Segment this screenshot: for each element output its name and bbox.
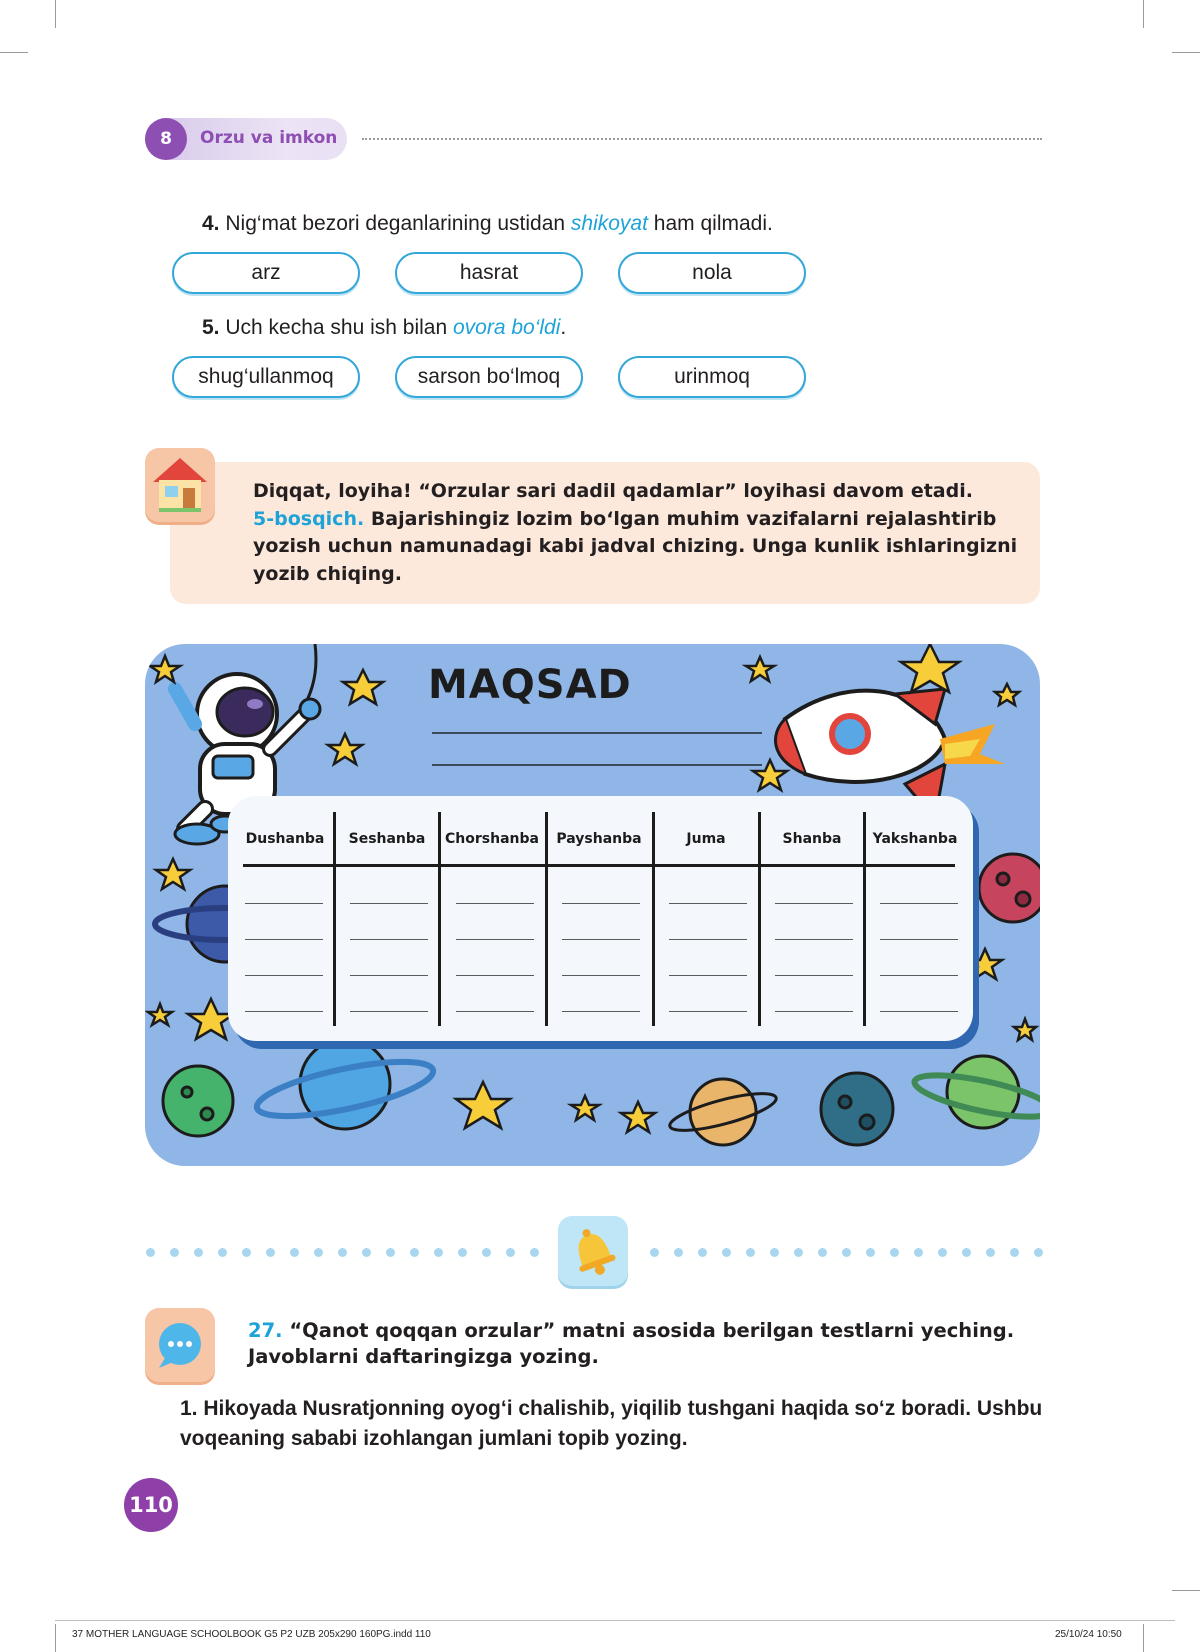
title-writing-line xyxy=(432,732,762,734)
chat-bubble-icon xyxy=(145,1308,215,1382)
page-number: 110 xyxy=(124,1478,178,1532)
divider-dot xyxy=(314,1248,323,1257)
writing-line xyxy=(880,975,958,976)
planner-title: MAQSAD xyxy=(428,662,632,708)
day-header: Payshanba xyxy=(556,831,642,847)
house-icon xyxy=(145,448,215,522)
divider-dot xyxy=(410,1248,419,1257)
divider-dot xyxy=(1034,1248,1043,1257)
sentence-text: . xyxy=(560,316,567,339)
writing-line xyxy=(562,1011,640,1012)
task-icon-tile xyxy=(145,1308,215,1382)
task-instructions xyxy=(248,1318,1048,1370)
exercise-sentence-4 xyxy=(202,212,773,236)
writing-line xyxy=(775,1011,853,1012)
project-icon-tile xyxy=(145,448,215,522)
bell-tile xyxy=(558,1216,628,1286)
writing-line xyxy=(880,1011,958,1012)
project-line-2: Bajarishingiz lozim bo‘lgan muhim vazifalarni rejalashtirib yozish uchun namunadagi kabi jadval chizing. Unga kunlik ishlaringizni yozib chiqing. xyxy=(253,507,1018,585)
divider-dot xyxy=(650,1248,659,1257)
divider-dot xyxy=(386,1248,395,1257)
divider-dot xyxy=(794,1248,803,1257)
divider-dot xyxy=(722,1248,731,1257)
day-header: Juma xyxy=(686,831,726,847)
synonym-option[interactable]: hasrat xyxy=(395,252,583,294)
day-header: Dushanba xyxy=(245,831,325,847)
divider-dot xyxy=(266,1248,275,1257)
column-divider xyxy=(758,812,761,1026)
divider-dot xyxy=(434,1248,443,1257)
writing-line xyxy=(350,939,428,940)
column-divider xyxy=(333,812,336,1026)
writing-line xyxy=(350,1011,428,1012)
writing-line xyxy=(245,1011,323,1012)
column-divider xyxy=(863,812,866,1026)
writing-line xyxy=(562,903,640,904)
crop-mark xyxy=(0,52,28,53)
divider-dot xyxy=(506,1248,515,1257)
divider-dot xyxy=(290,1248,299,1257)
day-header: Chorshanba xyxy=(445,831,539,847)
highlighted-word: shikoyat xyxy=(570,212,648,235)
writing-line xyxy=(775,939,853,940)
item-number: 4. xyxy=(202,212,220,235)
crop-mark xyxy=(1143,1624,1144,1652)
writing-line xyxy=(562,975,640,976)
divider-dot xyxy=(362,1248,371,1257)
writing-line xyxy=(456,975,534,976)
sentence-text: ham qilmadi. xyxy=(647,212,773,235)
day-header: Shanba xyxy=(782,831,842,847)
writing-line xyxy=(350,903,428,904)
exercise-sentence-5 xyxy=(202,316,566,340)
divider-dot xyxy=(482,1248,491,1257)
divider-dot xyxy=(146,1248,155,1257)
divider-dot xyxy=(746,1248,755,1257)
highlighted-word: ovora bo‘ldi xyxy=(453,316,561,339)
divider-dot xyxy=(530,1248,539,1257)
writing-line xyxy=(775,903,853,904)
writing-line xyxy=(775,975,853,976)
divider-dot xyxy=(842,1248,851,1257)
writing-line xyxy=(456,939,534,940)
writing-line xyxy=(669,975,747,976)
divider-dot xyxy=(914,1248,923,1257)
project-line-1: Diqqat, loyiha! “Orzular sari dadil qadamlar” loyihasi davom etadi. xyxy=(253,480,973,502)
column-divider xyxy=(545,812,548,1026)
chapter-number: 8 xyxy=(145,118,187,160)
task-body: “Qanot qoqqan orzular” matni asosida berilgan testlarni yeching. Javoblarni daftaringizga yozing. xyxy=(248,1319,1015,1368)
writing-line xyxy=(245,903,323,904)
divider-dot xyxy=(866,1248,875,1257)
chapter-title: Orzu va imkon xyxy=(200,128,338,148)
day-header: Seshanba xyxy=(348,831,426,847)
divider-dot xyxy=(770,1248,779,1257)
synonym-option[interactable]: nola xyxy=(618,252,806,294)
divider-dot xyxy=(1010,1248,1019,1257)
column-divider xyxy=(438,812,441,1026)
synonym-option[interactable]: arz xyxy=(172,252,360,294)
divider-dot xyxy=(986,1248,995,1257)
synonym-option[interactable]: sarson bo‘lmoq xyxy=(395,356,583,398)
project-instructions xyxy=(253,478,1023,588)
title-writing-line xyxy=(432,764,762,766)
crop-mark xyxy=(55,1624,56,1652)
divider-dot xyxy=(194,1248,203,1257)
divider-dot xyxy=(818,1248,827,1257)
divider-dot xyxy=(458,1248,467,1257)
test-question: 1. Hikoyada Nusratjonning oyog‘i chalishib, yiqilib tushgani haqida so‘z boradi. Ushbu voqeaning sababi izohlangan jumlani topib yozing. xyxy=(180,1397,1043,1450)
footer-rule xyxy=(55,1620,1175,1621)
footer-timestamp: 25/10/24 10:50 xyxy=(1055,1629,1122,1640)
column-divider xyxy=(652,812,655,1026)
divider-dot xyxy=(674,1248,683,1257)
writing-line xyxy=(880,939,958,940)
writing-line xyxy=(245,975,323,976)
task-number: 27. xyxy=(248,1319,283,1342)
divider-dot xyxy=(242,1248,251,1257)
divider-dot xyxy=(938,1248,947,1257)
sentence-text: Uch kecha shu ish bilan xyxy=(225,316,453,339)
divider-dot xyxy=(338,1248,347,1257)
writing-line xyxy=(669,903,747,904)
project-step: 5-bosqich. xyxy=(253,507,365,530)
day-header: Yakshanba xyxy=(872,831,958,847)
divider-dot xyxy=(962,1248,971,1257)
synonym-option[interactable]: shug‘ullanmoq xyxy=(172,356,360,398)
writing-line xyxy=(350,975,428,976)
synonym-option[interactable]: urinmoq xyxy=(618,356,806,398)
header-dotted-rule xyxy=(362,138,1042,140)
divider-dot xyxy=(170,1248,179,1257)
writing-line xyxy=(456,903,534,904)
writing-line xyxy=(245,939,323,940)
crop-mark xyxy=(55,0,56,28)
divider-dot xyxy=(698,1248,707,1257)
divider-dot xyxy=(890,1248,899,1257)
footer-file-info: 37 MOTHER LANGUAGE SCHOOLBOOK G5 P2 UZB 205x290 160PG.indd 110 xyxy=(72,1629,431,1640)
writing-line xyxy=(562,939,640,940)
crop-mark xyxy=(1172,1590,1200,1591)
crop-mark xyxy=(1172,52,1200,53)
divider-dot xyxy=(218,1248,227,1257)
writing-line xyxy=(669,1011,747,1012)
sentence-text: Nig‘mat bezori deganlarining ustidan xyxy=(225,212,571,235)
header-rule xyxy=(243,864,955,867)
writing-line xyxy=(669,939,747,940)
item-number: 5. xyxy=(202,316,220,339)
writing-line xyxy=(456,1011,534,1012)
bell-icon xyxy=(558,1216,628,1286)
crop-mark xyxy=(1143,0,1144,28)
writing-line xyxy=(880,903,958,904)
